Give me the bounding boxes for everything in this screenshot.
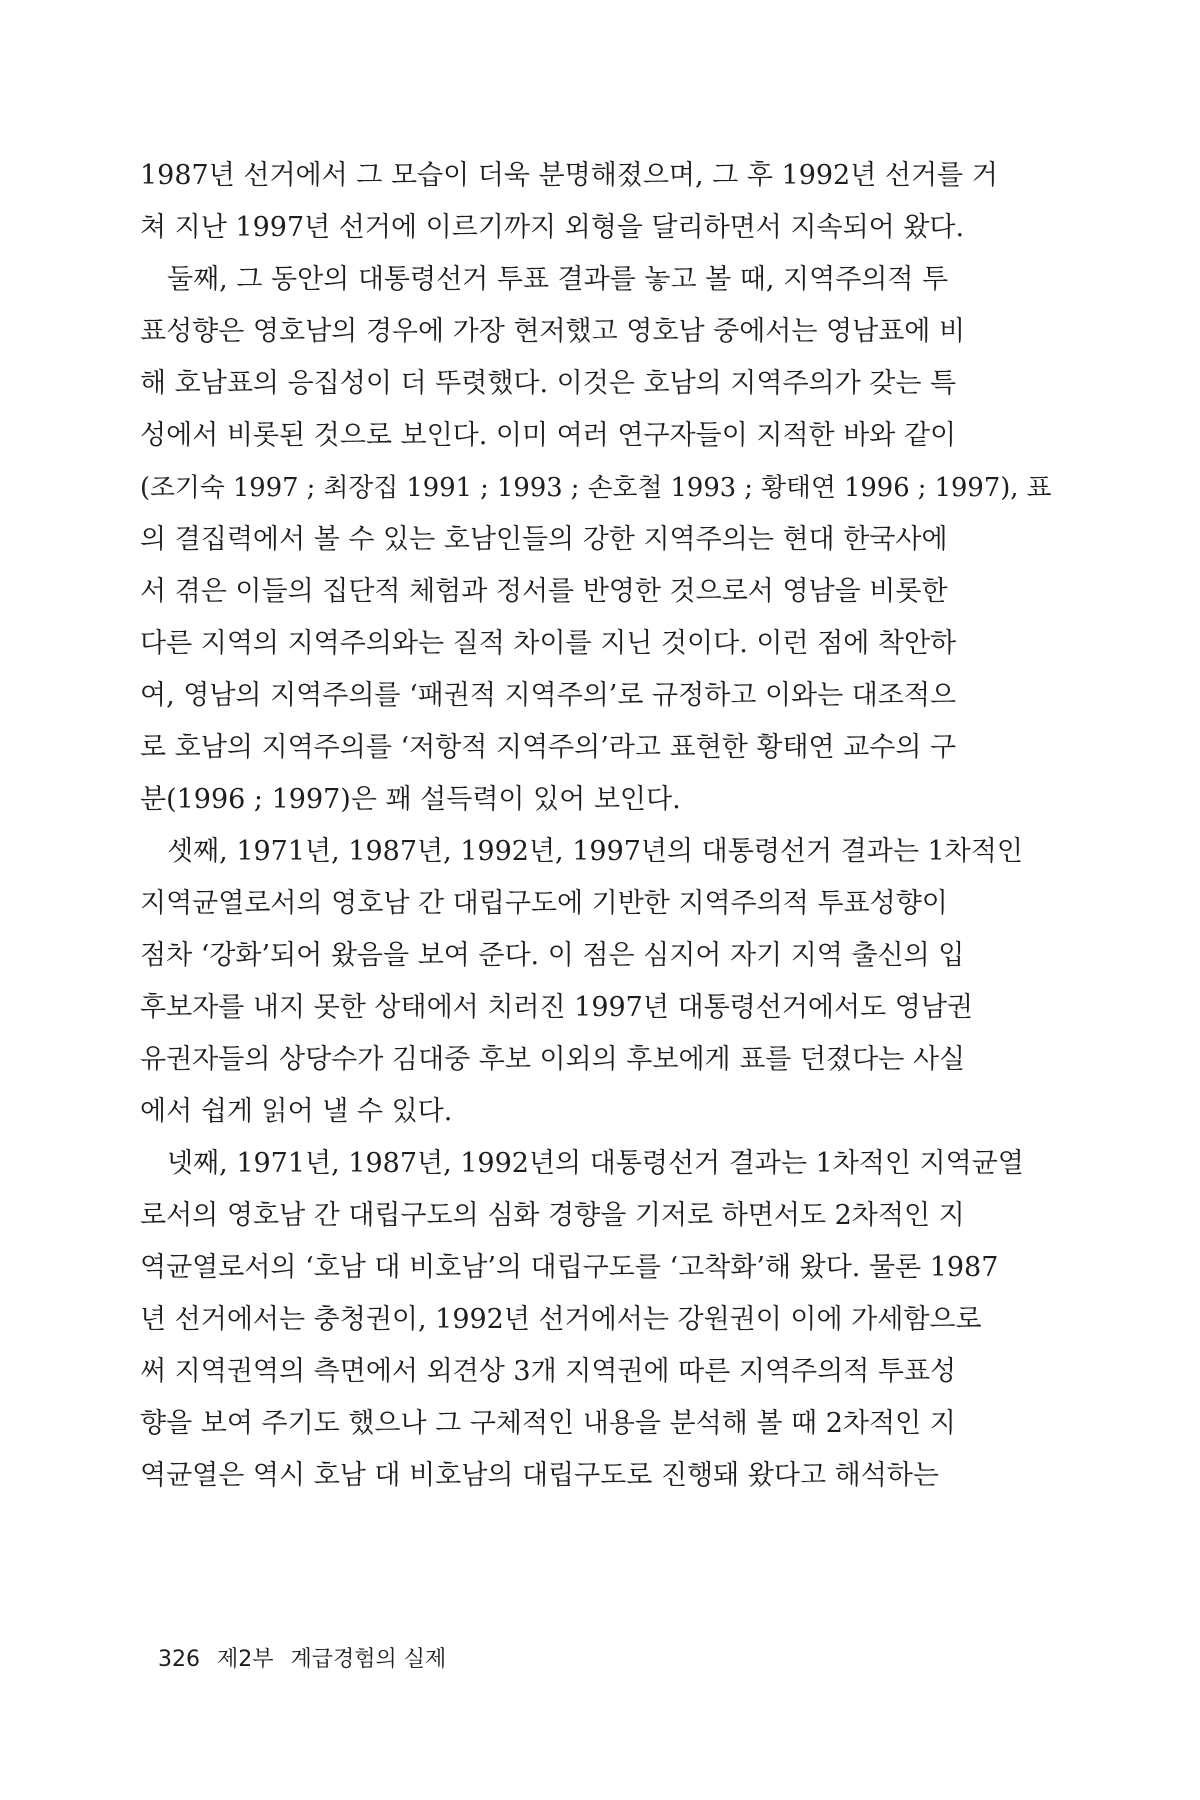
text-line: 해 호남표의 응집성이 더 뚜렷했다. 이것은 호남의 지역주의가 갖는 특	[140, 368, 957, 399]
text-line: 쳐 지난 1997년 선거에 이르기까지 외형을 달리하면서 지속되어 왔다.	[140, 212, 965, 243]
text-line: 향을 보여 주기도 했으나 그 구체적인 내용을 분석해 볼 때 2차적인 지	[140, 1408, 956, 1439]
text-line: 역균열로서의 ‘호남 대 비호남’의 대립구도를 ‘고착화’해 왔다. 물론 1987	[140, 1252, 999, 1283]
text-line: 점차 ‘강화’되어 왔음을 보여 준다. 이 점은 심지어 자기 지역 출신의 입	[140, 940, 965, 971]
text-line: 넷째, 1971년, 1987년, 1992년의 대통령선거 결과는 1차적인 지역균열	[140, 1148, 1024, 1179]
text-line: 지역균열로서의 영호남 간 대립구도에 기반한 지역주의적 투표성향이	[140, 888, 948, 919]
text-line: 써 지역권역의 측면에서 외견상 3개 지역권에 따른 지역주의적 투표성	[140, 1356, 957, 1387]
text-line: 1987년 선거에서 그 모습이 더욱 분명해졌으며, 그 후 1992년 선거를 거	[140, 160, 998, 191]
text-line: 다른 지역의 지역주의와는 질적 차이를 지닌 것이다. 이런 점에 착안하	[140, 628, 957, 659]
text-line: 후보자를 내지 못한 상태에서 치러진 1997년 대통령선거에서도 영남권	[140, 992, 974, 1023]
text-line: 에서 쉽게 읽어 낼 수 있다.	[140, 1096, 453, 1127]
text-line: 여, 영남의 지역주의를 ‘패권적 지역주의’로 규정하고 이와는 대조적으	[140, 680, 957, 711]
chapter-title: 계급경험의 실제	[290, 1647, 447, 1672]
text-line: (조기숙 1997 ; 최장집 1991 ; 1993 ; 손호철 1993 ; 황태연 1996 ; 1997), 표	[140, 473, 1052, 503]
text-line: 표성향은 영호남의 경우에 가장 현저했고 영호남 중에서는 영남표에 비	[140, 316, 966, 347]
text-line: 셋째, 1971년, 1987년, 1992년, 1997년의 대통령선거 결과는 1차적인	[140, 836, 1023, 867]
page-number: 326	[158, 1647, 200, 1672]
part-label: 제2부	[217, 1647, 274, 1672]
text-line: 로 호남의 지역주의를 ‘저항적 지역주의’라고 표현한 황태연 교수의 구	[140, 732, 957, 763]
text-line: 둘째, 그 동안의 대통령선거 투표 결과를 놓고 볼 때, 지역주의적 투	[140, 264, 949, 295]
text-line: 로서의 영호남 간 대립구도의 심화 경향을 기저로 하면서도 2차적인 지	[140, 1200, 965, 1231]
text-line: 유권자들의 상당수가 김대중 후보 이외의 후보에게 표를 던졌다는 사실	[140, 1044, 966, 1075]
text-line: 년 선거에서는 충청권이, 1992년 선거에서는 강원권이 이에 가세함으로	[140, 1304, 982, 1335]
text-line: 분(1996 ; 1997)은 꽤 설득력이 있어 보인다.	[140, 784, 681, 815]
text-line: 성에서 비롯된 것으로 보인다. 이미 여러 연구자들이 지적한 바와 같이	[140, 420, 957, 451]
text-line: 역균열은 역시 호남 대 비호남의 대립구도로 진행돼 왔다고 해석하는	[140, 1460, 939, 1491]
running-footer	[158, 1640, 456, 1680]
body-text	[140, 150, 1052, 1502]
text-line: 서 겪은 이들의 집단적 체험과 정서를 반영한 것으로서 영남을 비롯한	[140, 576, 948, 607]
text-line: 의 결집력에서 볼 수 있는 호남인들의 강한 지역주의는 현대 한국사에	[140, 524, 948, 555]
